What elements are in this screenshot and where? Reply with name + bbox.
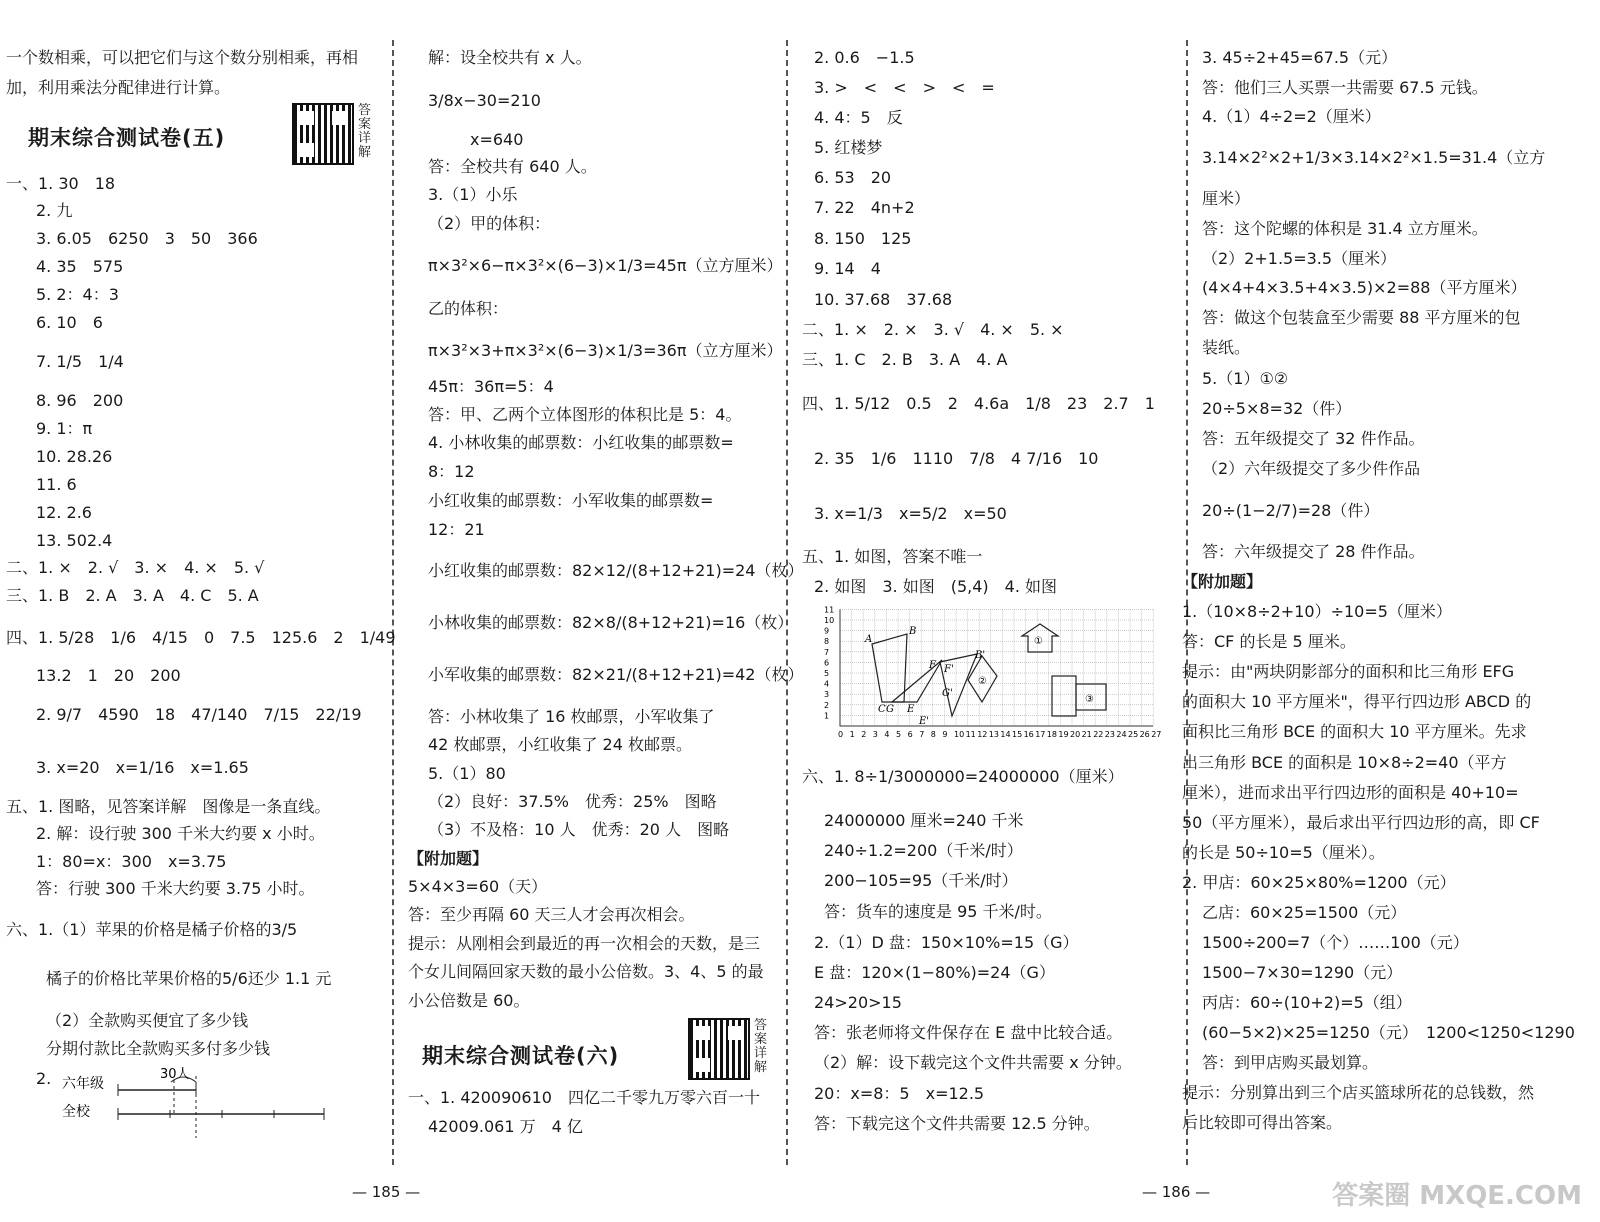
x-tick-label: 24 <box>1116 730 1127 739</box>
answer-line: 1.（10×8÷2+10）÷10=5（厘米） <box>1182 602 1452 621</box>
x-tick-label: 17 <box>1035 730 1046 739</box>
answer-line: 3/8x−30=210 <box>428 91 541 110</box>
answer-line: 装纸。 <box>1202 338 1251 357</box>
answer-line: 答：甲、乙两个立体图形的体积比是 5：4。 <box>428 405 742 424</box>
answer-line: 8. 150 125 <box>814 229 912 248</box>
x-tick-label: 4 <box>884 730 890 739</box>
x-tick-label: 11 <box>965 730 976 739</box>
answer-line: 丙店：60÷(10+2)=5（组） <box>1202 993 1412 1012</box>
x-tick-label: 6 <box>907 730 913 739</box>
y-tick-label: 7 <box>824 647 830 657</box>
x-tick-label: 2 <box>861 730 867 739</box>
rect-shape <box>1052 676 1076 716</box>
column-2 <box>408 0 804 1165</box>
answer-line: 答：小林收集了 16 枚邮票，小军收集了 <box>428 707 715 726</box>
answer-line: 1500−7×30=1290（元） <box>1202 963 1403 982</box>
segment-diagram <box>56 1066 346 1140</box>
answer-line: 45π：36π=5：4 <box>428 377 554 396</box>
answer-line: 答：到甲店购买最划算。 <box>1202 1053 1379 1072</box>
hint-line: 提示：分别算出到三个店买篮球所花的总钱数，然 <box>1182 1083 1535 1102</box>
hint-line: 厘米），进而求出平行四边形的面积是 40+10= <box>1182 783 1519 802</box>
answer-line: 五、1. 如图，答案不唯一 <box>802 547 983 566</box>
answer-line: 答：下载完这个文件共需要 12.5 分钟。 <box>814 1114 1100 1133</box>
y-tick-label: 11 <box>824 606 835 615</box>
answer-line: 20÷(1−2/7)=28（件） <box>1202 501 1380 520</box>
text-line: 加，利用乘法分配律进行计算。 <box>6 78 231 97</box>
answer-line: 5.（1）①② <box>1202 369 1289 388</box>
answer-line: 答：CF 的长是 5 厘米。 <box>1182 632 1356 651</box>
answer-line: π×3²×3+π×3²×(6−3)×1/3=36π（立方厘米） <box>428 341 783 360</box>
point-label: B' <box>975 650 986 661</box>
diagram-label-school: 全校 <box>62 1104 90 1120</box>
y-tick-label: 10 <box>824 616 835 625</box>
x-tick-label: 26 <box>1139 730 1150 739</box>
answer-line: 5×4×3=60（天） <box>408 877 548 896</box>
answer-line: 6. 53 20 <box>814 168 892 187</box>
hint-line: 出三角形 BCE 的面积是 10×8÷2=40（平方 <box>1182 753 1507 772</box>
answer-line: （2）解：设下载完这个文件共需要 x 分钟。 <box>814 1053 1132 1072</box>
x-tick-label: 9 <box>942 730 948 739</box>
x-tick-label: 16 <box>1023 730 1034 739</box>
answer-line: 2. <box>36 1069 52 1088</box>
answer-line: 六、1. 8÷1/3000000=24000000（厘米） <box>802 767 1124 786</box>
column-4 <box>1182 0 1592 1165</box>
x-tick-label: 19 <box>1058 730 1069 739</box>
answer-line: （2）全款购买便宜了多少钱 <box>46 1011 249 1030</box>
answer-line: (4×4+4×3.5+4×3.5)×2=88（平方厘米） <box>1202 278 1527 297</box>
point-label: G' <box>942 688 953 699</box>
hint-line: 的面积大 10 平方厘米"，得平行四边形 ABCD 的 <box>1182 692 1532 711</box>
answer-line: 8. 96 200 <box>36 391 124 410</box>
y-tick-label: 6 <box>824 658 830 668</box>
point-label: F <box>929 660 936 671</box>
point-label: A <box>865 634 873 645</box>
page-number-right: — 186 — <box>1142 1183 1211 1201</box>
x-tick-label: 10 <box>954 730 965 739</box>
answer-line: 答：全校共有 640 人。 <box>428 157 597 176</box>
x-tick-label: 18 <box>1046 730 1057 739</box>
answer-line: 二、1. × 2. √ 3. × 4. × 5. √ <box>6 558 265 577</box>
qr-tag: 答案详解 <box>358 103 372 160</box>
answer-line: 1：80=x：300 x=3.75 <box>36 852 227 871</box>
x-tick-label: 15 <box>1012 730 1023 739</box>
y-tick-label: 8 <box>824 637 830 647</box>
answer-line: 五、1. 图略，见答案详解 图像是一条直线。 <box>6 797 331 816</box>
x-tick-label: 25 <box>1128 730 1139 739</box>
qr-code[interactable] <box>292 103 354 165</box>
answer-line: 2. 35 1/6 1110 7/8 4 7/16 10 <box>814 449 1099 468</box>
y-tick-label: 3 <box>824 690 830 700</box>
answer-line: 10. 37.68 37.68 <box>814 290 953 309</box>
answer-line: 9. 14 4 <box>814 259 881 278</box>
y-tick-label: 9 <box>824 626 830 636</box>
answer-line: 20：x=8：5 x=12.5 <box>814 1084 985 1103</box>
x-tick-label: 8 <box>930 730 936 739</box>
answer-line: 13.2 1 20 200 <box>36 666 181 685</box>
section-title: 期末综合测试卷(六) <box>422 1044 620 1068</box>
qr-code[interactable] <box>688 1018 750 1080</box>
hint-line: 提示：从刚相会到最近的再一次相会的天数，是三 <box>408 934 761 953</box>
answer-line: 12：21 <box>428 520 485 539</box>
y-tick-label: 4 <box>824 679 830 689</box>
x-tick-label: 1 <box>849 730 855 739</box>
point-label: B <box>909 626 917 637</box>
x-tick-label: 12 <box>977 730 988 739</box>
answer-line: 答：这个陀螺的体积是 31.4 立方厘米。 <box>1202 219 1488 238</box>
answer-line: 4.（1）4÷2=2（厘米） <box>1202 107 1381 126</box>
bonus-heading: 【附加题】 <box>408 849 489 868</box>
column-divider <box>392 40 394 1165</box>
point-label: C <box>878 704 886 715</box>
answer-line: 7. 1/5 1/4 <box>36 352 124 371</box>
answer-line: 解：设全校共有 x 人。 <box>428 48 592 67</box>
answer-line: 11. 6 <box>36 475 77 494</box>
answer-line: 乙的体积： <box>428 299 509 318</box>
x-tick-label: 7 <box>919 730 925 739</box>
x-tick-label: 14 <box>1000 730 1011 739</box>
answer-line: 答：六年级提交了 28 件作品。 <box>1202 542 1425 561</box>
answer-line: 42 枚邮票，小红收集了 24 枚邮票。 <box>428 735 692 754</box>
answer-line: 3. x=1/3 x=5/2 x=50 <box>814 504 1007 523</box>
qr-tag: 答案详解 <box>754 1018 768 1075</box>
shape-number: ② <box>978 676 987 687</box>
y-tick-label: 2 <box>824 700 830 710</box>
x-tick-label: 23 <box>1104 730 1115 739</box>
answer-line: 乙店：60×25=1500（元） <box>1202 903 1407 922</box>
text-line: 一个数相乘，可以把它们与这个数分别相乘，再相 <box>6 48 359 67</box>
x-tick-label: 3 <box>872 730 878 739</box>
point-label: F' <box>944 664 954 675</box>
answer-line: x=640 <box>470 130 524 149</box>
answer-line: 一、1. 420090610 四亿二千零九万零六百一十 <box>408 1088 760 1107</box>
x-tick-label: 13 <box>988 730 999 739</box>
answer-line: 1500÷200=7（个）……100（元） <box>1202 933 1469 952</box>
column-1 <box>6 0 396 1165</box>
shape-number: ③ <box>1085 694 1094 705</box>
answer-line: 六、1.（1）苹果的价格是橘子价格的3/5 <box>6 920 298 939</box>
diagram-label-grade6: 六年级 <box>62 1076 104 1092</box>
answer-line: 3. > < < > < = <box>814 78 995 97</box>
answer-line: 小红收集的邮票数：小军收集的邮票数= <box>428 491 714 510</box>
x-tick-label: 0 <box>838 730 844 739</box>
answer-line: 三、1. C 2. B 3. A 4. A <box>802 350 1008 369</box>
hint-line: 的长是 50÷10=5（厘米）。 <box>1182 843 1385 862</box>
answer-line: 13. 502.4 <box>36 531 113 550</box>
answer-line: 7. 22 4n+2 <box>814 198 915 217</box>
watermark: 答案圈 MXQE.COM <box>1332 1181 1582 1211</box>
answer-line: 小林收集的邮票数：82×8/(8+12+21)=16（枚） <box>428 613 794 632</box>
answer-line: 5. 2：4：3 <box>36 285 119 304</box>
answer-line: 3. 6.05 6250 3 50 366 <box>36 229 258 248</box>
x-tick-label: 21 <box>1081 730 1092 739</box>
answer-line: 3.14×2²×2+1/3×3.14×2²×1.5=31.4（立方 <box>1202 148 1546 167</box>
answer-line: 24>20>15 <box>814 993 902 1012</box>
diagram-mark: 30人 <box>160 1067 190 1082</box>
answer-line: （2）甲的体积： <box>428 214 551 233</box>
answer-line: 5. 红楼梦 <box>814 138 883 157</box>
column-3 <box>802 0 1182 1165</box>
answer-line: E 盘：120×(1−80%)=24（G） <box>814 963 1055 982</box>
answer-line: 2. 九 <box>36 201 73 220</box>
hint-line: 个女儿间隔回家天数的最小公倍数。3、4、5 的最 <box>408 962 764 981</box>
y-tick-label: 5 <box>824 669 830 678</box>
answer-line: 答：做这个包装盒至少需要 88 平方厘米的包 <box>1202 308 1521 327</box>
answer-line: 3. x=20 x=1/16 x=1.65 <box>36 758 249 777</box>
answer-line: （2）2+1.5=3.5（厘米） <box>1202 249 1397 268</box>
answer-line: 一、1. 30 18 <box>6 174 116 193</box>
hint-line: 后比较即可得出答案。 <box>1182 1113 1343 1132</box>
point-label: E <box>907 704 915 715</box>
answer-line: (60−5×2)×25=1250（元） 1200<1250<1290 <box>1202 1023 1575 1042</box>
hint-line: 小公倍数是 60。 <box>408 991 530 1010</box>
point-label: E' <box>919 716 930 727</box>
bonus-heading: 【附加题】 <box>1182 572 1263 591</box>
answer-line: 2. 解：设行驶 300 千米大约要 x 小时。 <box>36 824 325 843</box>
answer-line: 3. 45÷2+45=67.5（元） <box>1202 48 1398 67</box>
answer-line: 答：行驶 300 千米大约要 3.75 小时。 <box>36 879 315 898</box>
answer-line: 分期付款比全款购买多付多少钱 <box>46 1039 271 1058</box>
answer-line: 2. 0.6 −1.5 <box>814 48 915 67</box>
x-tick-label: 5 <box>896 730 902 739</box>
answer-line: 小军收集的邮票数：82×21/(8+12+21)=42（枚） <box>428 665 804 684</box>
answer-line: 24000000 厘米=240 千米 <box>824 811 1024 830</box>
answer-line: 2. 甲店：60×25×80%=1200（元） <box>1182 873 1456 892</box>
x-tick-label: 22 <box>1093 730 1104 739</box>
hint-line: 提示：由"两块阴影部分的面积和比三角形 EFG <box>1182 662 1515 681</box>
answer-line: 42009.061 万 4 亿 <box>428 1117 583 1136</box>
answer-line: 答：他们三人买票一共需要 67.5 元钱。 <box>1202 78 1488 97</box>
y-tick-label: 1 <box>824 711 830 721</box>
hint-line: 50（平方厘米），最后求出平行四边形的高，即 CF <box>1182 813 1540 832</box>
answer-line: 厘米） <box>1202 189 1251 208</box>
answer-line: 答：货车的速度是 95 千米/时。 <box>824 902 1052 921</box>
answer-line: （3）不及格：10 人 优秀：20 人 图略 <box>428 820 730 839</box>
hint-line: 面积比三角形 BCE 的面积大 10 平方厘米。先求 <box>1182 722 1527 741</box>
x-tick-label: 20 <box>1070 730 1081 739</box>
answer-line: 小红收集的邮票数：82×12/(8+12+21)=24（枚） <box>428 561 804 580</box>
answer-line: 四、1. 5/28 1/6 4/15 0 7.5 125.6 2 1/49 <box>6 628 396 647</box>
shape-number: ① <box>1034 636 1043 647</box>
answer-line: 2. 如图 3. 如图 (5,4) 4. 如图 <box>814 577 1057 596</box>
answer-line: 2. 9/7 4590 18 47/140 7/15 22/19 <box>36 705 362 724</box>
x-tick-label: 27 <box>1151 730 1162 739</box>
answer-line: 答：张老师将文件保存在 E 盘中比较合适。 <box>814 1023 1123 1042</box>
section-title: 期末综合测试卷(五) <box>28 126 226 150</box>
answer-line: （2）六年级提交了多少件作品 <box>1202 459 1421 478</box>
coordinate-grid <box>822 606 1162 740</box>
answer-line: 200−105=95（千米/时） <box>824 871 1018 890</box>
answer-line: 240÷1.2=200（千米/时） <box>824 841 1023 860</box>
answer-line: （2）良好：37.5% 优秀：25% 图略 <box>428 792 717 811</box>
answer-line: 4. 小林收集的邮票数：小红收集的邮票数= <box>428 433 734 452</box>
answer-line: 二、1. × 2. × 3. √ 4. × 5. × <box>802 320 1064 339</box>
answer-line: 8：12 <box>428 462 475 481</box>
answer-line: 四、1. 5/12 0.5 2 4.6a 1/8 23 2.7 1 <box>802 394 1155 413</box>
answer-line: 3.（1）小乐 <box>428 185 518 204</box>
answer-line: 6. 10 6 <box>36 313 103 332</box>
answer-line: 2.（1）D 盘：150×10%=15（G） <box>814 933 1079 952</box>
answer-line: 10. 28.26 <box>36 447 113 466</box>
answer-line: 答：五年级提交了 32 件作品。 <box>1202 429 1425 448</box>
answer-line: π×3²×6−π×3²×(6−3)×1/3=45π（立方厘米） <box>428 256 783 275</box>
page-number-left: — 185 — <box>352 1183 421 1201</box>
answer-line: 三、1. B 2. A 3. A 4. C 5. A <box>6 586 259 605</box>
answer-line: 12. 2.6 <box>36 503 92 522</box>
answer-line: 20÷5×8=32（件） <box>1202 399 1352 418</box>
answer-line: 答：至少再隔 60 天三人才会再次相会。 <box>408 905 695 924</box>
answer-line: 4. 35 575 <box>36 257 124 276</box>
point-label: G <box>886 704 894 715</box>
answer-line: 9. 1：π <box>36 419 93 438</box>
answer-line: 5.（1）80 <box>428 764 506 783</box>
answer-line: 4. 4：5 反 <box>814 108 903 127</box>
trapezoid-shape <box>872 634 907 702</box>
answer-line: 橘子的价格比苹果价格的5/6还少 1.1 元 <box>46 969 332 988</box>
